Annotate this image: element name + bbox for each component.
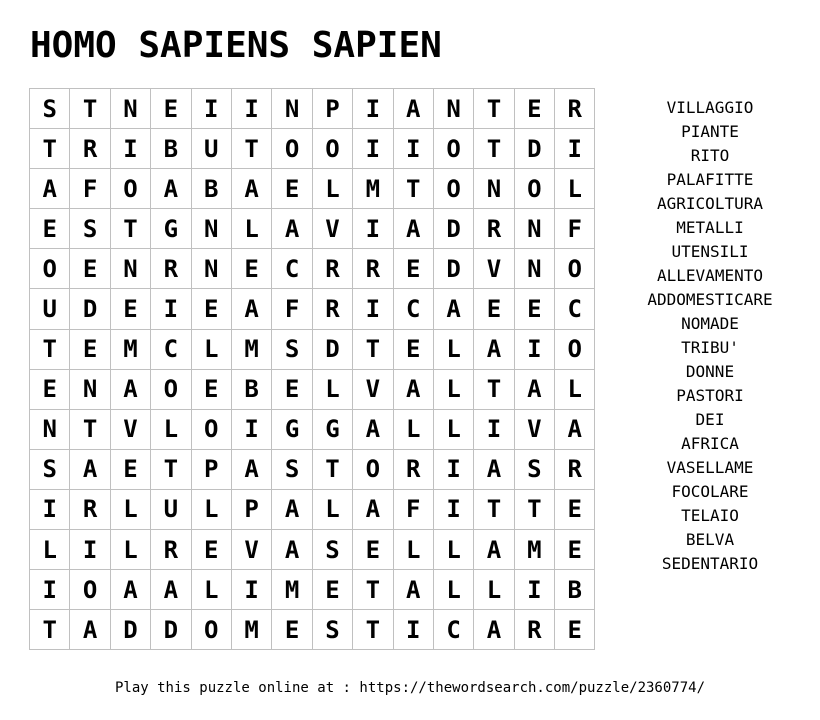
grid-cell[interactable]: L <box>30 530 70 570</box>
word-list-item: PALAFITTE <box>666 170 754 189</box>
word-list-item: BELVA <box>685 530 735 549</box>
grid-cell[interactable]: E <box>191 289 231 329</box>
grid-row <box>30 129 595 169</box>
grid-cell[interactable]: N <box>70 369 110 409</box>
grid-row <box>30 530 595 570</box>
word-list-item: RITO <box>690 146 730 165</box>
grid-cell[interactable]: I <box>231 89 271 129</box>
grid-cell[interactable]: I <box>353 89 393 129</box>
grid-cell[interactable]: G <box>272 409 312 449</box>
grid-cell[interactable]: N <box>433 89 473 129</box>
puzzle-link[interactable]: https://thewordsearch.com/puzzle/2360774/ <box>359 680 705 696</box>
grid-cell[interactable]: L <box>151 409 191 449</box>
grid-cell[interactable]: S <box>70 209 110 249</box>
grid-cell[interactable]: R <box>353 249 393 289</box>
word-list-item: METALLI <box>676 218 744 237</box>
grid-cell[interactable]: L <box>433 369 473 409</box>
word-list-item: VASELLAME <box>666 458 754 477</box>
grid-cell[interactable]: R <box>312 289 352 329</box>
grid-cell[interactable]: G <box>312 409 352 449</box>
grid-row <box>30 570 595 610</box>
grid-cell[interactable]: F <box>555 209 595 249</box>
grid-cell[interactable]: L <box>393 530 433 570</box>
grid-cell[interactable]: E <box>110 289 150 329</box>
grid-cell[interactable]: I <box>353 129 393 169</box>
grid-cell[interactable]: N <box>110 89 150 129</box>
word-list-item: TELAIO <box>681 506 739 525</box>
grid-cell[interactable]: B <box>151 129 191 169</box>
grid-cell[interactable]: P <box>191 449 231 489</box>
grid-cell[interactable]: E <box>191 369 231 409</box>
grid-cell[interactable]: O <box>191 409 231 449</box>
grid-cell[interactable]: P <box>231 489 271 529</box>
grid-cell[interactable]: C <box>272 249 312 289</box>
grid-cell[interactable]: D <box>312 329 352 369</box>
grid-cell[interactable]: A <box>110 369 150 409</box>
grid-cell[interactable]: T <box>353 570 393 610</box>
grid-cell[interactable]: N <box>272 89 312 129</box>
grid-cell[interactable]: U <box>191 129 231 169</box>
grid-cell[interactable]: E <box>555 489 595 529</box>
grid-cell[interactable]: V <box>110 409 150 449</box>
grid-cell[interactable]: T <box>30 329 70 369</box>
grid-cell[interactable]: I <box>231 570 271 610</box>
grid-cell[interactable]: B <box>555 570 595 610</box>
grid-cell[interactable]: L <box>555 169 595 209</box>
grid-cell[interactable]: T <box>30 610 70 650</box>
grid-cell[interactable]: V <box>514 409 554 449</box>
grid-cell[interactable]: A <box>231 449 271 489</box>
grid-cell[interactable]: A <box>514 369 554 409</box>
footer-prefix: Play this puzzle online at : <box>114 680 360 696</box>
grid-cell[interactable]: E <box>474 289 514 329</box>
grid-cell[interactable]: E <box>30 369 70 409</box>
grid-cell[interactable]: A <box>272 530 312 570</box>
grid-cell[interactable]: O <box>555 329 595 369</box>
grid-cell[interactable]: T <box>514 489 554 529</box>
grid-cell[interactable]: I <box>353 209 393 249</box>
grid-cell[interactable]: O <box>151 369 191 409</box>
grid-cell[interactable]: O <box>433 129 473 169</box>
grid-cell[interactable]: O <box>272 129 312 169</box>
grid-cell[interactable]: T <box>70 409 110 449</box>
grid-cell[interactable]: S <box>30 449 70 489</box>
grid-cell[interactable]: E <box>151 89 191 129</box>
grid-cell[interactable]: L <box>433 530 473 570</box>
grid-cell[interactable]: I <box>514 329 554 369</box>
grid-cell[interactable]: R <box>70 489 110 529</box>
grid-cell[interactable]: I <box>474 409 514 449</box>
grid-cell[interactable]: T <box>474 89 514 129</box>
grid-cell[interactable]: I <box>30 489 70 529</box>
grid-cell[interactable]: M <box>231 610 271 650</box>
word-list-item: NOMADE <box>681 314 739 333</box>
grid-cell[interactable]: N <box>514 249 554 289</box>
grid-cell[interactable]: U <box>151 489 191 529</box>
grid-row <box>30 329 595 369</box>
grid-cell[interactable]: I <box>393 129 433 169</box>
grid-cell[interactable]: A <box>474 449 514 489</box>
grid-cell[interactable]: O <box>555 249 595 289</box>
word-list-item: ALLEVAMENTO <box>657 266 763 285</box>
grid-cell[interactable]: A <box>393 570 433 610</box>
grid-cell[interactable]: L <box>555 369 595 409</box>
grid-cell[interactable]: D <box>110 610 150 650</box>
grid-cell[interactable]: M <box>110 329 150 369</box>
grid-cell[interactable]: B <box>191 169 231 209</box>
word-list-item: AFRICA <box>681 434 739 453</box>
grid-cell[interactable]: S <box>272 449 312 489</box>
grid-cell[interactable]: D <box>70 289 110 329</box>
grid-cell[interactable]: E <box>30 209 70 249</box>
grid-row <box>30 209 595 249</box>
grid-cell[interactable]: R <box>555 449 595 489</box>
grid-cell[interactable]: A <box>151 169 191 209</box>
grid-row <box>30 610 595 650</box>
grid-cell[interactable]: A <box>474 610 514 650</box>
grid-cell[interactable]: I <box>70 530 110 570</box>
grid-cell[interactable]: A <box>555 409 595 449</box>
grid-cell[interactable]: A <box>272 209 312 249</box>
grid-cell[interactable]: I <box>191 89 231 129</box>
grid-row <box>30 289 595 329</box>
grid-row <box>30 489 595 529</box>
grid-cell[interactable]: R <box>514 610 554 650</box>
grid-cell[interactable]: E <box>70 249 110 289</box>
grid-cell[interactable]: L <box>474 570 514 610</box>
grid-cell[interactable]: C <box>433 610 473 650</box>
grid-cell[interactable]: O <box>30 249 70 289</box>
grid-cell[interactable]: D <box>433 249 473 289</box>
grid-cell[interactable]: I <box>110 129 150 169</box>
grid-cell[interactable]: E <box>393 249 433 289</box>
grid-cell[interactable]: C <box>393 289 433 329</box>
grid-cell[interactable]: A <box>272 489 312 529</box>
grid-cell[interactable]: A <box>393 209 433 249</box>
grid-cell[interactable]: E <box>70 329 110 369</box>
grid-cell[interactable]: F <box>70 169 110 209</box>
grid-cell[interactable]: O <box>433 169 473 209</box>
grid-cell[interactable]: I <box>555 129 595 169</box>
grid-cell[interactable]: R <box>555 89 595 129</box>
grid-cell[interactable]: M <box>514 530 554 570</box>
word-list <box>630 96 790 576</box>
grid-cell[interactable]: I <box>151 289 191 329</box>
grid-cell[interactable]: A <box>433 289 473 329</box>
grid-cell[interactable]: T <box>151 449 191 489</box>
word-search-grid[interactable] <box>29 88 595 650</box>
grid-cell[interactable]: I <box>433 449 473 489</box>
grid-cell[interactable]: R <box>151 249 191 289</box>
grid-cell[interactable]: N <box>191 249 231 289</box>
grid-row <box>30 369 595 409</box>
grid-cell[interactable]: L <box>312 489 352 529</box>
grid-cell[interactable]: S <box>514 449 554 489</box>
grid-cell[interactable]: I <box>231 409 271 449</box>
grid-cell[interactable]: T <box>393 169 433 209</box>
grid-cell[interactable]: O <box>312 129 352 169</box>
grid-cell[interactable]: P <box>312 89 352 129</box>
grid-cell[interactable]: E <box>514 89 554 129</box>
grid-cell[interactable]: L <box>191 329 231 369</box>
word-list-item: ADDOMESTICARE <box>647 290 773 309</box>
word-list-item: FOCOLARE <box>671 482 749 501</box>
grid-cell[interactable]: R <box>151 530 191 570</box>
grid-cell[interactable]: D <box>514 129 554 169</box>
word-list-item: PIANTE <box>681 122 739 141</box>
grid-row <box>30 409 595 449</box>
grid-cell[interactable]: E <box>555 530 595 570</box>
grid-cell[interactable]: T <box>110 209 150 249</box>
grid-cell[interactable]: O <box>353 449 393 489</box>
grid-cell[interactable]: A <box>30 169 70 209</box>
word-list-item: DEI <box>695 410 725 429</box>
grid-cell[interactable]: B <box>231 369 271 409</box>
grid-cell[interactable]: A <box>231 169 271 209</box>
grid-cell[interactable]: L <box>393 409 433 449</box>
grid-cell[interactable]: N <box>191 209 231 249</box>
grid-cell[interactable]: T <box>474 129 514 169</box>
grid-cell[interactable]: V <box>312 209 352 249</box>
grid-cell[interactable]: E <box>272 169 312 209</box>
grid-cell[interactable]: S <box>30 89 70 129</box>
grid-cell[interactable]: D <box>433 209 473 249</box>
grid-cell[interactable]: O <box>70 570 110 610</box>
grid-cell[interactable]: S <box>312 530 352 570</box>
puzzle-title: HOMO SAPIENS SAPIEN <box>30 25 442 66</box>
grid-cell[interactable]: L <box>191 570 231 610</box>
grid-cell[interactable]: V <box>353 369 393 409</box>
grid-cell[interactable]: A <box>474 329 514 369</box>
grid-cell[interactable]: N <box>110 249 150 289</box>
grid-cell[interactable]: V <box>231 530 271 570</box>
grid-cell[interactable]: N <box>474 169 514 209</box>
grid-cell[interactable]: F <box>272 289 312 329</box>
word-list-item: TRIBU' <box>681 338 739 357</box>
grid-cell[interactable]: T <box>474 489 514 529</box>
grid-cell[interactable]: E <box>110 449 150 489</box>
grid-cell[interactable]: L <box>433 570 473 610</box>
grid-cell[interactable]: A <box>110 570 150 610</box>
grid-cell[interactable]: T <box>474 369 514 409</box>
word-list-item: SEDENTARIO <box>661 554 759 573</box>
grid-cell[interactable]: R <box>312 249 352 289</box>
grid-cell[interactable]: N <box>514 209 554 249</box>
grid-cell[interactable]: T <box>70 89 110 129</box>
word-list-item: VILLAGGIO <box>666 98 754 117</box>
grid-cell[interactable]: C <box>555 289 595 329</box>
grid-cell[interactable]: A <box>353 489 393 529</box>
grid-cell[interactable]: L <box>312 169 352 209</box>
grid-cell[interactable]: I <box>433 489 473 529</box>
grid-cell[interactable]: T <box>231 129 271 169</box>
grid-cell[interactable]: S <box>272 329 312 369</box>
grid-cell[interactable]: T <box>30 129 70 169</box>
grid-cell[interactable]: A <box>70 449 110 489</box>
grid-row <box>30 249 595 289</box>
grid-cell[interactable]: E <box>272 610 312 650</box>
grid-cell[interactable]: T <box>353 610 393 650</box>
grid-cell[interactable]: R <box>70 129 110 169</box>
grid-cell[interactable]: E <box>555 610 595 650</box>
grid-cell[interactable]: I <box>514 570 554 610</box>
grid-cell[interactable]: C <box>151 329 191 369</box>
word-list-item: DONNE <box>685 362 735 381</box>
grid-cell[interactable]: L <box>312 369 352 409</box>
grid-cell[interactable]: E <box>312 570 352 610</box>
grid-cell[interactable]: O <box>110 169 150 209</box>
grid-cell[interactable]: S <box>312 610 352 650</box>
grid-cell[interactable]: E <box>191 530 231 570</box>
grid-cell[interactable]: A <box>151 570 191 610</box>
grid-cell[interactable]: L <box>231 209 271 249</box>
grid-cell[interactable]: E <box>514 289 554 329</box>
grid-cell[interactable]: O <box>514 169 554 209</box>
grid-cell[interactable]: D <box>151 610 191 650</box>
word-list-item: UTENSILI <box>671 242 749 261</box>
grid-cell[interactable]: V <box>474 249 514 289</box>
grid-cell[interactable]: A <box>231 289 271 329</box>
grid-cell[interactable]: L <box>110 530 150 570</box>
grid-cell[interactable]: A <box>393 369 433 409</box>
grid-cell[interactable]: T <box>312 449 352 489</box>
footer <box>0 678 820 698</box>
grid-cell[interactable]: L <box>433 329 473 369</box>
grid-cell[interactable]: N <box>30 409 70 449</box>
grid-cell[interactable]: E <box>272 369 312 409</box>
word-list-item: AGRICOLTURA <box>657 194 763 213</box>
grid-cell[interactable]: U <box>30 289 70 329</box>
grid-cell[interactable]: A <box>474 530 514 570</box>
grid-cell[interactable]: M <box>231 329 271 369</box>
grid-row <box>30 169 595 209</box>
grid-row <box>30 449 595 489</box>
grid-cell[interactable]: O <box>191 610 231 650</box>
grid-cell[interactable]: M <box>272 570 312 610</box>
grid-cell[interactable]: A <box>353 409 393 449</box>
grid-cell[interactable]: A <box>393 89 433 129</box>
grid-cell[interactable]: E <box>393 329 433 369</box>
grid-cell[interactable]: E <box>231 249 271 289</box>
grid-cell[interactable]: G <box>151 209 191 249</box>
grid-cell[interactable]: L <box>110 489 150 529</box>
grid-cell[interactable]: E <box>353 530 393 570</box>
grid-cell[interactable]: I <box>30 570 70 610</box>
grid-cell[interactable]: I <box>353 289 393 329</box>
grid-cell[interactable]: I <box>393 610 433 650</box>
grid-cell[interactable]: R <box>474 209 514 249</box>
grid-cell[interactable]: L <box>433 409 473 449</box>
grid-cell[interactable]: R <box>393 449 433 489</box>
word-list-item: PASTORI <box>676 386 744 405</box>
grid-row <box>30 89 595 129</box>
grid-cell[interactable]: M <box>353 169 393 209</box>
grid-cell[interactable]: A <box>70 610 110 650</box>
grid-cell[interactable]: L <box>191 489 231 529</box>
grid-cell[interactable]: F <box>393 489 433 529</box>
grid-cell[interactable]: T <box>353 329 393 369</box>
